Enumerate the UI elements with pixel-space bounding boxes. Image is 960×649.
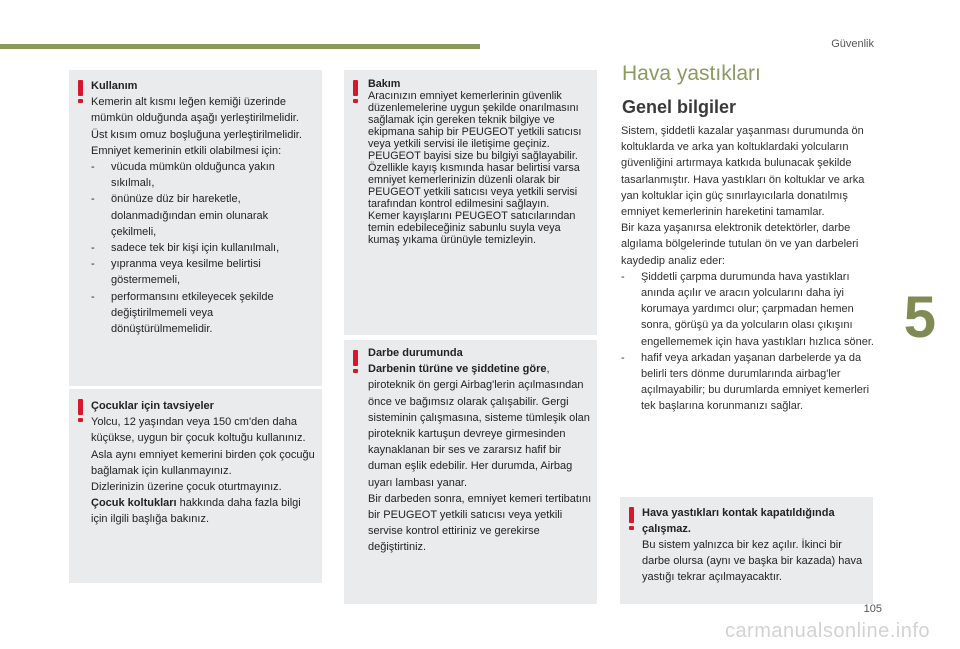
crash-warning-box [344,340,597,604]
airbags-list [621,269,883,415]
ignition-warning-box [620,497,873,604]
usage-warning-box [69,70,322,386]
children-text-2: Asla aynı emniyet kemerini birden çok çocuğu bağlamak için kullanmayınız. [91,448,315,477]
crash-text-2: Bir darbeden sonra, emniyet kemeri tertibatını bir PEUGEOT yetkili satıcısı veya yetkili servise kontrol ettiriniz ve gerekirse değiştirtiniz. [368,492,592,554]
children-text-4-rest: hakkında daha fazla bilgi için ilgili başlığa bakınız. [91,497,301,526]
airbags-body [621,123,883,415]
watermark-text: carmanualsonline.info [724,620,930,642]
ignition-text: Bu sistem yalnızca bir kez açılır. İkinci bir darbe olursa (aynı ve başka bir kazada) hava yastığı tekrar açılmayacaktır. [642,539,863,583]
list-item: - önünüze düz bir hareketle, dolanmadığından emin olunarak çekilmeli, [91,191,315,240]
page-number: 105 [863,603,882,615]
crash-title: Darbe durumunda [368,347,463,359]
general-info-heading: Genel bilgiler [622,97,737,117]
usage-title: Kullanım [91,80,138,92]
child-seats-term: Çocuk koltukları [91,497,177,510]
list-item: - Şiddetli çarpma durumunda hava yastıkları anında açılır ve aracın yolcularını daha iyi korumaya yardımcı olur; çarpmadan hemen sonra, görüşü ya da yolcuların olası çıkışını engellememek için hava yastıkları hızlıca söner. [621,269,883,350]
usage-list [91,159,315,337]
ignition-title: Hava yastıkları kontak kapatıldığında çalışmaz. [642,507,835,535]
warning-icon [353,80,358,103]
children-text-3: Dizlerinizin üzerine çocuk oturtmayınız. [91,481,282,494]
children-text-4 [91,495,315,527]
maintenance-text-1: Aracınızın emniyet kemerlerinin güvenlik düzenlemelerine uygun şekilde onarılmasını sağlamak için gereken teknik bilgiye ve ekipmana sahip bir PEUGEOT yetkili satıcısı veya yetkili servisi ile iletişime geçiniz. PEUGEOT bayisi size bu bilgiyi sağlayabilir. [368,90,582,162]
header-accent-bar [0,44,480,49]
list-item: - sadece tek bir kişi için kullanılmalı, [91,240,315,256]
warning-icon [78,399,83,422]
warning-icon [353,350,358,373]
children-warning-box [69,389,322,583]
crash-text-1 [368,361,592,491]
children-title: Çocuklar için tavsiyeler [91,400,214,412]
maintenance-text-2: Özellikle kayış kısmında hasar belirtisi varsa emniyet kemerlerinizin düzenli olarak bir PEUGEOT yetkili satıcısı veya yetkili servisi tarafından kontrol edilmesini sağlayın. [368,162,580,210]
warning-icon [629,507,634,530]
usage-line-2: Üst kısım omuz boşluğuna yerleştirilmelidir. [91,128,302,141]
airbags-paragraph-1: Sistem, şiddetli kazalar yaşanması durumunda ön koltuklarda ve arka yan koltuklardaki yolcuların güvenliğini artırmaya katkıda bulunacak şekilde tasarlanmıştır. Hava yastıkları ön koltuklar ve arka yan koltuklar için güç sınırlayıcılarla donatılmış emniyet kemerlerinin hareketini tamamlar. [621,125,865,219]
children-text-1: Yolcu, 12 yaşından veya 150 cm'den daha küçükse, uygun bir çocuk koltuğu kullanınız. [91,416,306,445]
usage-line-1: Kemerin alt kısmı leğen kemiği üzerinde mümkün olduğunda aşağı yerleştirilmelidir. [91,96,299,125]
airbags-heading: Hava yastıkları [622,62,761,85]
warning-icon [78,80,83,103]
list-item: - vücuda mümkün olduğunca yakın sıkılmalı, [91,159,315,191]
list-item: - performansını etkileyecek şekilde değiştirilmemeli veya dönüştürülmemelidir. [91,289,315,338]
crash-text-1-rest: , piroteknik ön gergi Airbag'lerin açılmasından önce ve bağımsız olarak çalışabilir. Gergi sisteminin çalışmasına, sisteme tümleşik olan piroteknik kartuşun devreye girmesinden kaynaklanan bir ses ve zararsız hafif bir duman eşlik edebilir. Her durumda, Airbag uyarı lambası yanar. [368,363,590,489]
chapter-number: 5 [903,285,936,350]
list-item: - yıpranma veya kesilme belirtisi göstermemeli, [91,256,315,288]
maintenance-text-3: Kemer kayışlarını PEUGEOT satıcılarından temin edebileceğiniz sabunlu suyla veya kumaş yıkama ürünüyle temizleyin. [368,210,576,246]
maintenance-warning-box [344,70,597,335]
crash-subtitle: Darbenin türüne ve şiddetine göre [368,363,547,376]
section-title: Güvenlik [831,38,874,50]
usage-line-3: Emniyet kemerinin etkili olabilmesi için: [91,144,282,157]
maintenance-title: Bakım [368,78,401,90]
list-item: - hafif veya arkadan yaşanan darbelerde ya da belirli ters dönme durumlarında airbag'ler açılmayabilir; bu durumlarda emniyet kemerleri tek başlarına korunmanızı sağlar. [621,350,883,415]
airbags-paragraph-2: Bir kaza yaşanırsa elektronik detektörler, darbe algılama bölgelerinde tutulan ön ve yan darbeleri kaydedip analiz eder: [621,222,859,267]
